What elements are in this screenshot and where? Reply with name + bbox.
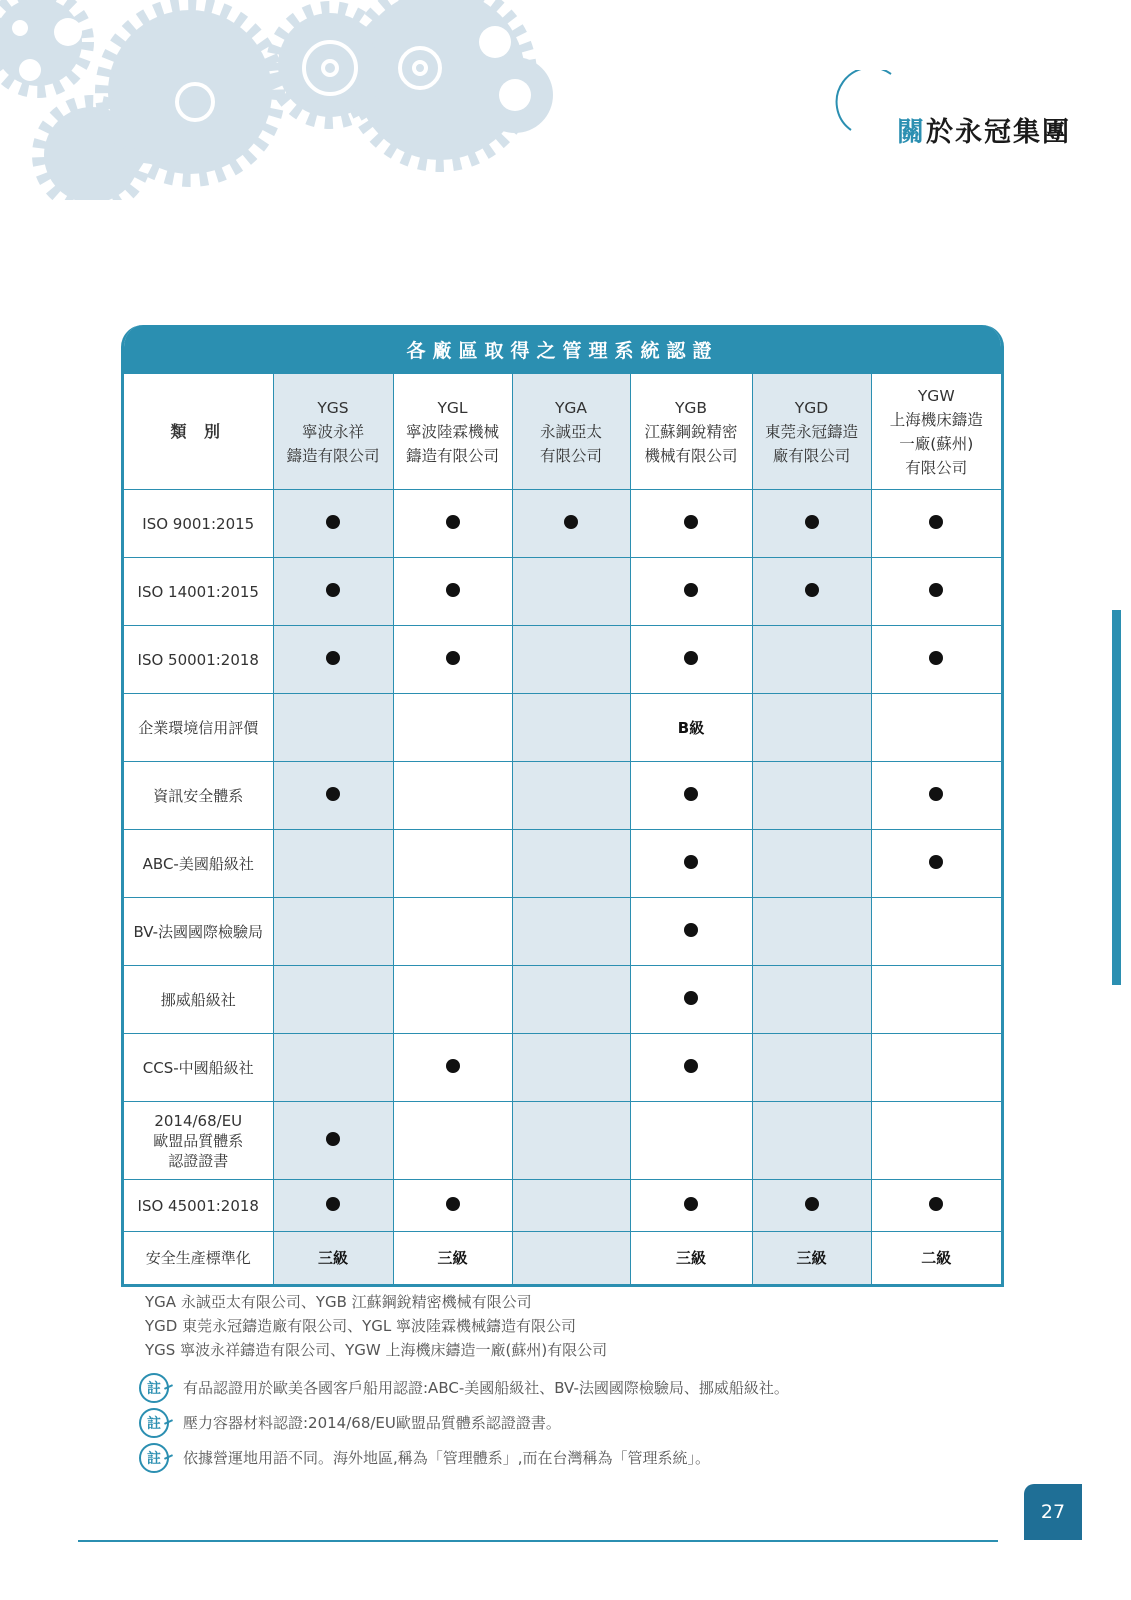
company-header-ygs: YGS 寧波永祥 鑄造有限公司 [273, 374, 393, 490]
category-header: 類 別 [124, 374, 273, 490]
row-label: ABC-美國船級社 [124, 830, 273, 898]
cert-cell [512, 898, 630, 966]
section-title-accent: 關 [897, 117, 926, 148]
cert-cell [752, 694, 871, 762]
cert-cell [393, 694, 512, 762]
cert-cell [512, 1102, 630, 1180]
cert-cell [273, 490, 393, 558]
note-2 [139, 1407, 561, 1437]
certified-dot-icon [326, 1197, 340, 1211]
cert-cell [630, 898, 752, 966]
row-label: ISO 50001:2018 [124, 626, 273, 694]
certified-dot-icon [326, 787, 340, 801]
cert-cell [393, 1232, 512, 1284]
certified-dot-icon [684, 787, 698, 801]
cert-cell [630, 1034, 752, 1102]
grade-label: 三級 [437, 1249, 468, 1268]
cert-cell [393, 490, 512, 558]
certified-dot-icon [684, 991, 698, 1005]
cert-cell [393, 626, 512, 694]
header-row [124, 374, 1001, 490]
cert-cell [512, 694, 630, 762]
cert-cell [871, 694, 1001, 762]
cert-cell [273, 1232, 393, 1284]
cert-cell [871, 558, 1001, 626]
cert-cell [273, 1034, 393, 1102]
gears-decoration [0, 0, 620, 200]
section-title [897, 110, 1071, 149]
company-header-ygl: YGL 寧波陸霖機械 鑄造有限公司 [393, 374, 512, 490]
note-1 [139, 1372, 789, 1402]
cert-cell [393, 898, 512, 966]
grade-label: 三級 [796, 1249, 827, 1268]
cert-cell [752, 558, 871, 626]
cert-cell [273, 966, 393, 1034]
cert-cell [512, 490, 630, 558]
legend-line: YGS 寧波永祥鑄造有限公司、YGW 上海機床鑄造一廠(蘇州)有限公司 [145, 1341, 608, 1359]
side-accent-bar [1112, 610, 1121, 985]
row-label: 企業環境信用評價 [124, 694, 273, 762]
table-row [124, 1034, 1001, 1102]
cert-cell [752, 1102, 871, 1180]
cert-cell [273, 830, 393, 898]
certified-dot-icon [684, 923, 698, 937]
section-title-rest: 於永冠集團 [926, 117, 1071, 148]
cert-cell [393, 1180, 512, 1232]
cert-cell [752, 1034, 871, 1102]
cert-cell [273, 898, 393, 966]
certified-dot-icon [326, 1132, 340, 1146]
cert-cell [393, 558, 512, 626]
cert-cell [752, 1180, 871, 1232]
certified-dot-icon [805, 1197, 819, 1211]
footer-line [78, 1540, 998, 1542]
table-row [124, 966, 1001, 1034]
cert-cell [512, 966, 630, 1034]
table-row [124, 898, 1001, 966]
cert-cell [871, 966, 1001, 1034]
certified-dot-icon [805, 583, 819, 597]
table-title: 各廠區取得之管理系統認證 [124, 325, 1001, 373]
note-icon: 註 [139, 1442, 175, 1472]
cert-cell [752, 830, 871, 898]
legend-line: YGA 永誠亞太有限公司、YGB 江蘇鋼銳精密機械有限公司 [145, 1293, 532, 1311]
row-label: 2014/68/EU 歐盟品質體系 認證證書 [124, 1102, 273, 1180]
page-number: 27 [1024, 1484, 1082, 1540]
cert-cell [630, 558, 752, 626]
cert-cell [393, 1034, 512, 1102]
cert-cell [630, 1102, 752, 1180]
cert-cell [512, 1232, 630, 1284]
certified-dot-icon [446, 651, 460, 665]
cert-cell [630, 966, 752, 1034]
grade-label: 三級 [675, 1249, 706, 1268]
certified-dot-icon [929, 1197, 943, 1211]
certified-dot-icon [684, 1059, 698, 1073]
cert-cell [871, 762, 1001, 830]
company-header-ygw: YGW 上海機床鑄造 一廠(蘇州) 有限公司 [871, 374, 1001, 490]
cert-cell [273, 558, 393, 626]
cert-cell [752, 1232, 871, 1284]
cert-cell [512, 626, 630, 694]
company-legend [145, 1290, 607, 1362]
certified-dot-icon [446, 1059, 460, 1073]
table-row [124, 490, 1001, 558]
row-label: BV-法國國際檢驗局 [124, 898, 273, 966]
certified-dot-icon [929, 651, 943, 665]
cert-cell [512, 558, 630, 626]
table-row [124, 1232, 1001, 1284]
cert-cell [273, 1180, 393, 1232]
cert-cell [871, 830, 1001, 898]
certified-dot-icon [446, 1197, 460, 1211]
cert-cell [871, 490, 1001, 558]
cert-cell [393, 830, 512, 898]
certification-table [121, 325, 1004, 1287]
cert-cell [273, 762, 393, 830]
cert-cell [273, 1102, 393, 1180]
cert-cell [871, 1180, 1001, 1232]
cert-cell [512, 830, 630, 898]
cert-cell [871, 626, 1001, 694]
table-row [124, 1102, 1001, 1180]
legend-line: YGD 東莞永冠鑄造廠有限公司、YGL 寧波陸霖機械鑄造有限公司 [145, 1317, 577, 1335]
company-header-ygd: YGD 東莞永冠鑄造 廠有限公司 [752, 374, 871, 490]
grade-label: B級 [677, 719, 705, 737]
row-label: ISO 14001:2015 [124, 558, 273, 626]
certified-dot-icon [684, 855, 698, 869]
note-text: 有品認證用於歐美各國客戶船用認證:ABC-美國船級社、BV-法國國際檢驗局、挪威船級社。 [183, 1378, 789, 1397]
row-label: 安全生產標準化 [124, 1232, 273, 1284]
note-text: 依據營運地用語不同。海外地區,稱為「管理體系」,而在台灣稱為「管理系統」。 [183, 1448, 711, 1467]
cert-cell [393, 966, 512, 1034]
cert-cell [630, 694, 752, 762]
cert-cell [273, 626, 393, 694]
note-text: 壓力容器材料認證:2014/68/EU歐盟品質體系認證證書。 [183, 1413, 561, 1432]
certified-dot-icon [929, 787, 943, 801]
cert-cell [512, 1180, 630, 1232]
cert-cell [630, 1180, 752, 1232]
certification-grid [124, 373, 1001, 1284]
row-label: CCS-中國船級社 [124, 1034, 273, 1102]
certified-dot-icon [446, 583, 460, 597]
certified-dot-icon [929, 583, 943, 597]
cert-cell [512, 1034, 630, 1102]
cert-cell [871, 1034, 1001, 1102]
cert-cell [752, 626, 871, 694]
cert-cell [752, 490, 871, 558]
cert-cell [630, 1232, 752, 1284]
table-row [124, 694, 1001, 762]
row-label: ISO 45001:2018 [124, 1180, 273, 1232]
company-header-yga: YGA 永誠亞太 有限公司 [512, 374, 630, 490]
certified-dot-icon [326, 515, 340, 529]
cert-cell [393, 762, 512, 830]
note-3 [139, 1442, 710, 1472]
cert-cell [630, 830, 752, 898]
note-icon: 註 [139, 1407, 175, 1437]
table-row [124, 626, 1001, 694]
certified-dot-icon [684, 651, 698, 665]
cert-cell [273, 694, 393, 762]
cert-cell [752, 966, 871, 1034]
cert-cell [630, 490, 752, 558]
cert-cell [752, 898, 871, 966]
table-row [124, 558, 1001, 626]
cert-cell [630, 626, 752, 694]
certified-dot-icon [564, 515, 578, 529]
cert-cell [393, 1102, 512, 1180]
grade-label: 三級 [317, 1249, 348, 1268]
certified-dot-icon [684, 1197, 698, 1211]
certified-dot-icon [684, 515, 698, 529]
certified-dot-icon [326, 583, 340, 597]
cert-cell [630, 762, 752, 830]
cert-cell [512, 762, 630, 830]
certified-dot-icon [684, 583, 698, 597]
section-header [831, 70, 1071, 150]
table-row [124, 762, 1001, 830]
cert-cell [752, 762, 871, 830]
table-row [124, 1180, 1001, 1232]
cert-cell [871, 1102, 1001, 1180]
table-row [124, 830, 1001, 898]
certified-dot-icon [805, 515, 819, 529]
certified-dot-icon [326, 651, 340, 665]
certified-dot-icon [929, 855, 943, 869]
cert-cell [871, 1232, 1001, 1284]
grade-label: 二級 [921, 1249, 952, 1268]
certified-dot-icon [446, 515, 460, 529]
note-icon: 註 [139, 1372, 175, 1402]
cert-cell [871, 898, 1001, 966]
company-header-ygb: YGB 江蘇鋼銳精密 機械有限公司 [630, 374, 752, 490]
certified-dot-icon [929, 515, 943, 529]
row-label: ISO 9001:2015 [124, 490, 273, 558]
row-label: 資訊安全體系 [124, 762, 273, 830]
row-label: 挪威船級社 [124, 966, 273, 1034]
